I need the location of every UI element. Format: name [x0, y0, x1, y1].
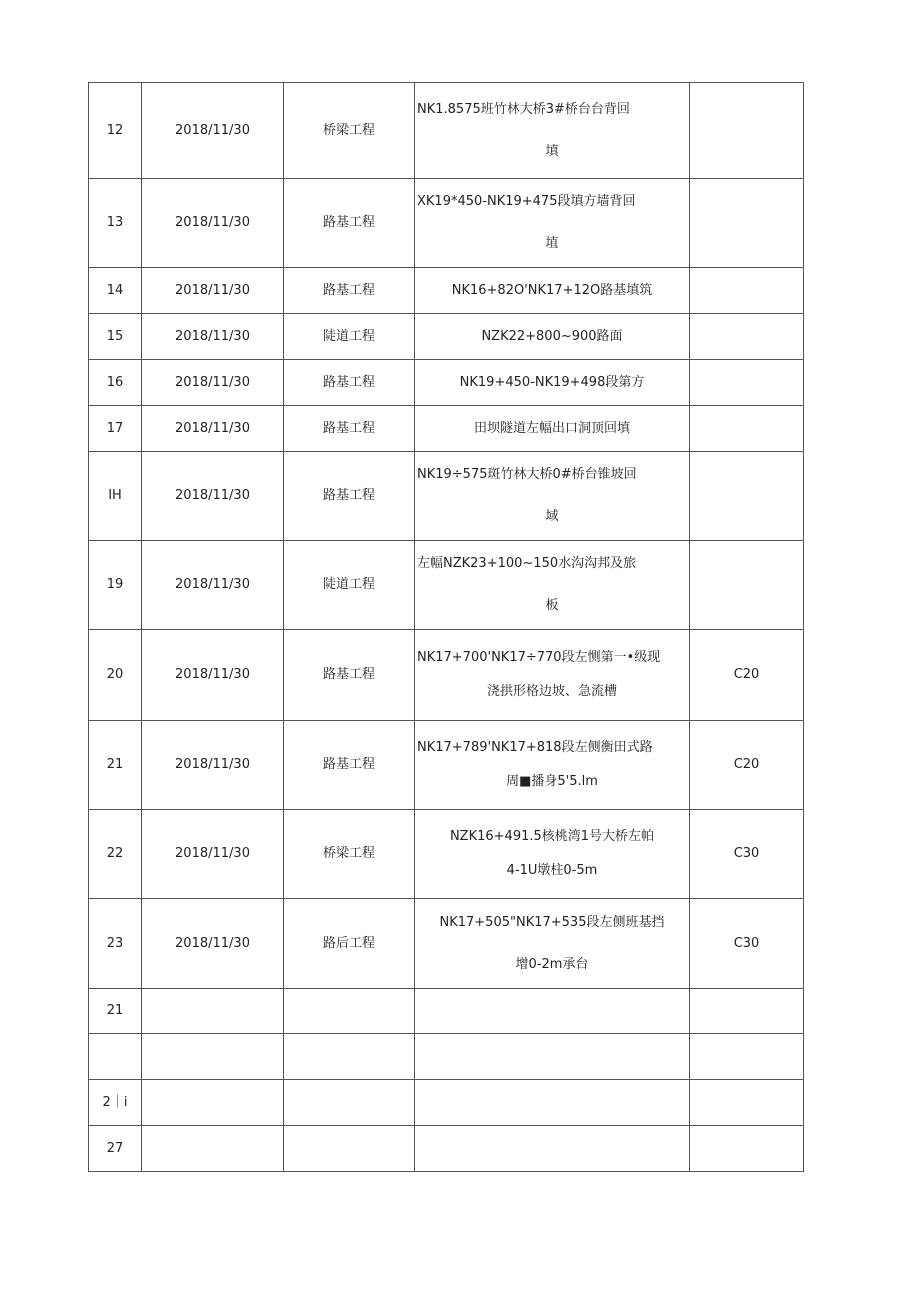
table-row	[89, 630, 804, 721]
row-description	[415, 314, 690, 360]
row-number: 15	[89, 314, 142, 360]
row-description	[415, 83, 690, 179]
row-date	[142, 1034, 284, 1080]
description-line-1: XK19*450-NK19+475段填方墙背回	[417, 194, 636, 210]
description-line-1: NK17+505"NK17+535段左侧班基挡	[439, 914, 665, 930]
row-description	[415, 630, 690, 721]
description-line-2: 板	[545, 598, 559, 613]
row-number: 23	[89, 899, 142, 989]
row-work-type: 陡道工程	[284, 541, 415, 630]
row-date: 2018/11/30	[142, 406, 284, 452]
row-date: 2018/11/30	[142, 899, 284, 989]
row-grade	[690, 406, 804, 452]
row-grade	[690, 989, 804, 1034]
table-row	[89, 406, 804, 452]
row-description	[415, 899, 690, 989]
table-row	[89, 721, 804, 810]
description-line-1: NK1.8575班竹林大桥3#桥台台背回	[417, 101, 630, 117]
row-number: 20	[89, 630, 142, 721]
row-number: 21	[89, 721, 142, 810]
row-description	[415, 268, 690, 314]
row-work-type	[284, 1034, 415, 1080]
row-date	[142, 989, 284, 1034]
description-line-1: 左幅NZK23+100~150水沟沟邦及旅	[417, 556, 637, 572]
description-line-2: 周■播身5'5.lm	[506, 774, 598, 789]
row-grade	[690, 452, 804, 541]
description-line-1: NK17+700'NK17÷770段左恻第一•级现	[417, 650, 661, 666]
row-date: 2018/11/30	[142, 541, 284, 630]
row-grade	[690, 1126, 804, 1172]
row-description	[415, 406, 690, 452]
row-date: 2018/11/30	[142, 452, 284, 541]
row-work-type: 桥梁工程	[284, 83, 415, 179]
row-number: 17	[89, 406, 142, 452]
table-row	[89, 268, 804, 314]
row-grade	[690, 314, 804, 360]
description-line-1: NK16+82O'NK17+12O路基填筑	[451, 282, 653, 298]
description-line-2: 浇拱形格边坡、急流槽	[486, 684, 617, 699]
row-work-type	[284, 1126, 415, 1172]
row-grade	[690, 1034, 804, 1080]
row-number: IH	[89, 452, 142, 541]
row-number: 14	[89, 268, 142, 314]
row-number: 12	[89, 83, 142, 179]
row-description	[415, 1080, 690, 1126]
row-work-type: 路基工程	[284, 179, 415, 268]
row-date: 2018/11/30	[142, 630, 284, 721]
row-work-type: 路基工程	[284, 721, 415, 810]
table-row	[89, 1126, 804, 1172]
description-line-2: 增0-2m承台	[515, 956, 589, 972]
row-grade: C30	[690, 899, 804, 989]
row-grade	[690, 360, 804, 406]
row-grade: C30	[690, 810, 804, 899]
description-line-1: NK19÷575斑竹林大桥0#桥台锥坡回	[417, 467, 637, 483]
row-date: 2018/11/30	[142, 179, 284, 268]
row-work-type: 路基工程	[284, 360, 415, 406]
row-work-type: 路基工程	[284, 406, 415, 452]
row-description	[415, 1126, 690, 1172]
table-row	[89, 1080, 804, 1126]
row-description	[415, 179, 690, 268]
row-number: 19	[89, 541, 142, 630]
row-description	[415, 1034, 690, 1080]
row-grade: C20	[690, 630, 804, 721]
row-grade	[690, 268, 804, 314]
table-row	[89, 1034, 804, 1080]
row-work-type: 陡道工程	[284, 314, 415, 360]
table-row	[89, 83, 804, 179]
row-work-type: 路基工程	[284, 452, 415, 541]
row-date: 2018/11/30	[142, 721, 284, 810]
row-date: 2018/11/30	[142, 360, 284, 406]
table-row	[89, 452, 804, 541]
row-date	[142, 1080, 284, 1126]
row-number: 21	[89, 989, 142, 1034]
table-row	[89, 989, 804, 1034]
description-line-2: 埴	[545, 236, 559, 251]
description-line-2: 填	[545, 143, 559, 159]
row-number: 27	[89, 1126, 142, 1172]
description-line-2: 域	[545, 509, 559, 524]
row-work-type: 路基工程	[284, 268, 415, 314]
row-date: 2018/11/30	[142, 268, 284, 314]
row-work-type	[284, 989, 415, 1034]
row-number: 13	[89, 179, 142, 268]
row-description	[415, 721, 690, 810]
table-row	[89, 899, 804, 989]
row-description	[415, 989, 690, 1034]
row-description	[415, 810, 690, 899]
row-number: 16	[89, 360, 142, 406]
row-number: 22	[89, 810, 142, 899]
row-description	[415, 360, 690, 406]
table-row	[89, 541, 804, 630]
row-work-type: 路后工程	[284, 899, 415, 989]
row-grade	[690, 83, 804, 179]
row-work-type: 路基工程	[284, 630, 415, 721]
row-description	[415, 541, 690, 630]
table-row	[89, 810, 804, 899]
description-line-1: NK17+789'NK17+818段左侧衡田式路	[417, 740, 653, 756]
table-row	[89, 314, 804, 360]
table-row	[89, 360, 804, 406]
row-work-type	[284, 1080, 415, 1126]
row-date: 2018/11/30	[142, 83, 284, 179]
table-row	[89, 179, 804, 268]
row-grade	[690, 541, 804, 630]
row-grade	[690, 179, 804, 268]
row-number	[89, 1034, 142, 1080]
row-number: 2｜i	[89, 1080, 142, 1126]
row-grade: C20	[690, 721, 804, 810]
row-date: 2018/11/30	[142, 810, 284, 899]
row-grade	[690, 1080, 804, 1126]
description-line-1: 田坝隧道左幅出口洞顶回填	[473, 420, 630, 436]
construction-log-table	[88, 82, 804, 1172]
row-date	[142, 1126, 284, 1172]
description-line-1: NZK22+800~900路面	[481, 328, 623, 344]
description-line-1: NK19+450-NK19+498段第方	[459, 374, 645, 390]
row-description	[415, 452, 690, 541]
description-line-1: NZK16+491.5核桃湾1号大桥左帕	[449, 829, 655, 845]
description-line-2: 4-1U墩柱0-5m	[506, 863, 598, 878]
row-date: 2018/11/30	[142, 314, 284, 360]
row-work-type: 桥梁工程	[284, 810, 415, 899]
